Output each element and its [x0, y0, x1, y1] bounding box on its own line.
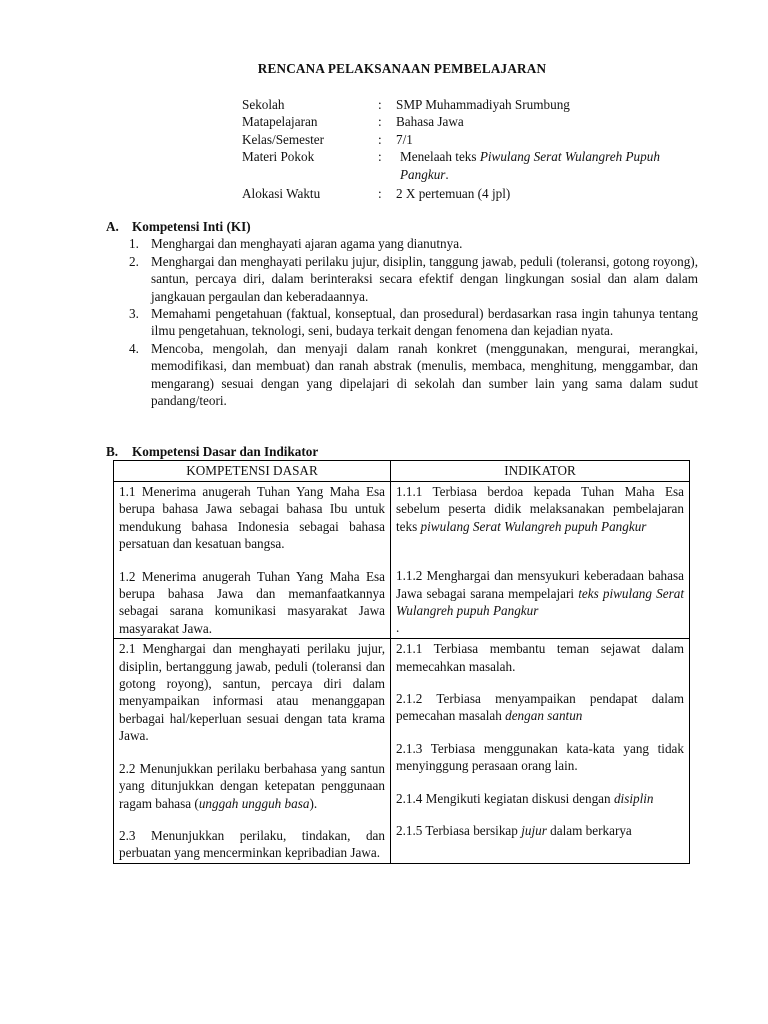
column-header-kd: KOMPETENSI DASAR	[114, 461, 391, 482]
ki-list	[106, 235, 698, 409]
indikator-plain: 2.1.4 Mengikuti kegiatan diskusi dengan	[396, 790, 614, 806]
indikator-italic: disiplin	[613, 790, 654, 806]
kd-text: 2.1 Menghargai dan menghayati perilaku jujur, disiplin, bertanggung jawab, peduli (toleransi dan gotong royong), santun, percaya diri dalam menyampaikan informasi atau menanggapan berbagai hal/keperluan sesuai dengan tata krama Jawa.	[119, 641, 385, 744]
meta-colon: :	[378, 131, 382, 147]
list-text: Mencoba, mengolah, dan menyaji dalam ranah konkret (menggunakan, mengurai, merangkai, memodifikasi, dan membuat) dan ranah abstrak (menulis, membaca, menghitung, menggambar, dan mengarang) sesuai dengan yang dipelajari di sekolah dan sumber lain yang sama dalam sudut pandang/teori.	[151, 340, 698, 409]
section-title: Kompetensi Dasar dan Indikator	[132, 444, 319, 459]
section-kompetensi-inti	[106, 218, 698, 409]
indikator-plain: 1.1.2 Menghargai dan mensyukuri keberadaan bahasa Jawa sebagai sarana mempelajari	[396, 568, 684, 601]
meta-row-alokasi	[242, 185, 702, 202]
meta-label: Matapelajaran	[242, 114, 318, 130]
kd-text	[119, 760, 385, 812]
indikator-text	[396, 483, 684, 535]
indikator-end: dalam berkarya	[546, 823, 632, 839]
kd-text: 2.3 Menunjukkan perilaku, tindakan, dan perbuatan yang mencerminkan kepribadian Jawa.	[119, 827, 385, 861]
section-letter: B.	[106, 444, 119, 459]
list-item	[106, 235, 698, 252]
indikator-italic: teks piwulang Serat Wulangreh pupuh Pangkur	[396, 585, 684, 619]
materi-end: .	[445, 166, 449, 182]
meta-label: Alokasi Waktu	[242, 186, 321, 202]
document-title: RENCANA PELAKSANAAN PEMBELAJARAN	[257, 61, 547, 76]
section-heading	[106, 218, 698, 235]
table-cell-indikator	[391, 482, 690, 639]
section-heading	[106, 443, 698, 460]
indikator-text	[396, 822, 684, 839]
list-item	[106, 305, 698, 340]
section-kompetensi-dasar	[106, 443, 698, 460]
meta-label: Materi Pokok	[242, 149, 315, 165]
indikator-text	[396, 567, 684, 637]
list-number: 1.	[129, 236, 139, 252]
meta-value: 7/1	[396, 131, 413, 147]
indikator-italic: jujur	[521, 823, 547, 839]
meta-colon: :	[378, 97, 382, 112]
list-text: Menghargai dan menghayati ajaran agama yang dianutnya.	[151, 236, 463, 252]
indikator-text: 2.1.3 Terbiasa menggunakan kata-kata yang tidak menyinggung perasaan orang lain.	[396, 740, 684, 774]
meta-colon: :	[378, 186, 382, 202]
identity-block	[242, 96, 702, 202]
meta-label: Kelas/Semester	[242, 131, 325, 147]
indikator-plain: 2.1.2 Terbiasa menyampaikan pendapat dalam pemecahan masalah	[396, 691, 684, 724]
indikator-italic: piwulang Serat Wulangreh pupuh Pangkur	[420, 518, 647, 534]
list-number: 2.	[129, 253, 139, 269]
meta-value	[396, 148, 702, 183]
meta-row-materi	[242, 148, 702, 183]
meta-label: Sekolah	[242, 97, 285, 112]
table-cell-kd	[114, 482, 391, 639]
indikator-plain: 2.1.5 Terbiasa bersikap	[396, 823, 522, 839]
indikator-end: .	[396, 620, 400, 636]
column-header-indikator: INDIKATOR	[391, 461, 690, 482]
indikator-text: 2.1.1 Terbiasa membantu teman sejawat dalam memecahkan masalah.	[396, 641, 684, 674]
table-cell-kd	[114, 639, 391, 863]
section-title: Kompetensi Inti (KI)	[132, 219, 251, 234]
kd-italic: unggah ungguh basa	[198, 795, 310, 811]
indikator-text	[396, 690, 684, 725]
materi-italic: Piwulang Serat Wulangreh Pupuh Pangkur	[400, 149, 660, 182]
materi-plain: Menelaah teks	[400, 149, 480, 165]
list-item	[106, 340, 698, 410]
meta-row-matapelajaran	[242, 113, 702, 130]
table-row	[114, 482, 690, 639]
list-text: Menghargai dan menghayati perilaku jujur, disiplin, tanggung jawab, peduli (toleransi, gotong royong), santun, percaya diri, dalam berinteraksi secara efektif dengan lingkungan sosial dan alam dalam jangkauan pergaulan dan keberadaannya.	[151, 253, 698, 304]
list-number: 4.	[129, 340, 139, 356]
table-row	[114, 639, 690, 863]
meta-value: SMP Muhammadiyah Srumbung	[396, 97, 570, 112]
list-item	[106, 253, 698, 305]
indikator-text	[396, 790, 684, 807]
kd-plain: 2.2 Menunjukkan perilaku berbahasa yang santun yang ditunjukkan dengan ketepatan penggunaan ragam bahasa (	[119, 760, 385, 811]
meta-row-sekolah	[242, 96, 702, 113]
table-header-row	[114, 461, 690, 482]
kd-text: 1.2 Menerima anugerah Tuhan Yang Maha Esa berupa bahasa Jawa dan memanfaatkannya sebagai sarana komunikasi masyarakat Jawa masyarakat Jawa.	[119, 568, 385, 636]
list-number: 3.	[129, 306, 139, 322]
list-text: Memahami pengetahuan (faktual, konseptual, dan prosedural) berdasarkan rasa ingin tahunya tentang ilmu pengetahuan, teknologi, seni, budaya terkait dengan fenomena dan kejadian nyata.	[151, 306, 698, 339]
table-cell-indikator	[391, 639, 690, 863]
section-letter: A.	[106, 219, 119, 234]
meta-colon: :	[378, 149, 382, 165]
indikator-italic: dengan santun	[505, 708, 583, 724]
meta-value: Bahasa Jawa	[396, 114, 464, 130]
meta-row-kelas	[242, 131, 702, 148]
meta-colon: :	[378, 114, 382, 130]
kd-end: ).	[309, 795, 318, 811]
kd-indikator-table	[113, 460, 690, 864]
meta-value: 2 X pertemuan (4 jpl)	[396, 186, 511, 202]
kd-text: 1.1 Menerima anugerah Tuhan Yang Maha Esa berupa bahasa Jawa sebagai bahasa Ibu untuk mendukung bahasa Indonesia sebagai bahasa persatuan dan kesatuan bangsa.	[119, 484, 385, 552]
indikator-plain: 1.1.1 Terbiasa berdoa kepada Tuhan Maha Esa sebelum peserta didik melaksanakan pembelajaran teks	[396, 484, 684, 534]
